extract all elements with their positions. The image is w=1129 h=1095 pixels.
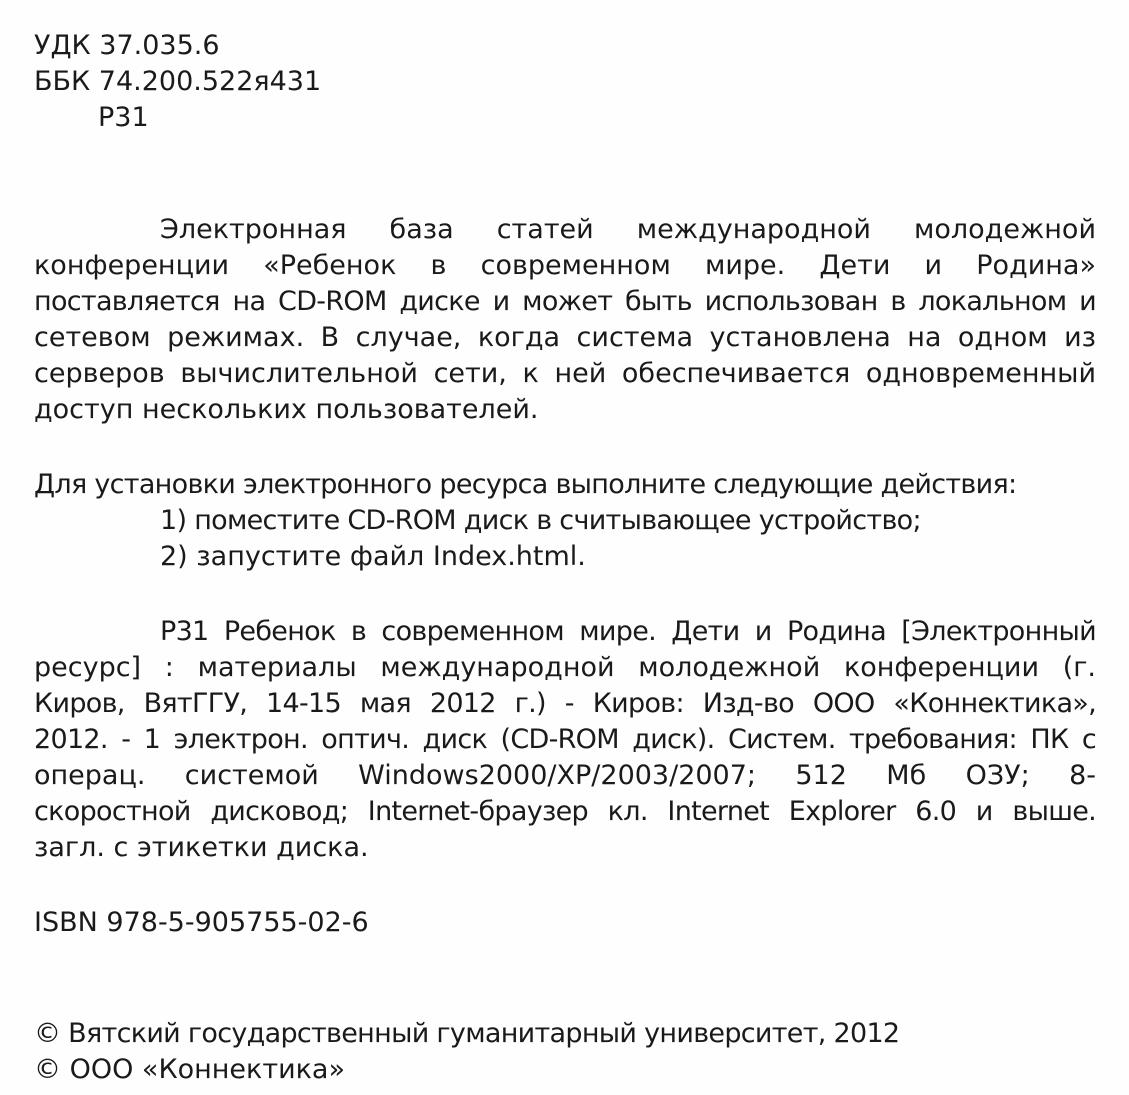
udk-code: УДК 37.035.6 — [34, 30, 220, 61]
bbk-code: ББК 74.200.522я431 — [34, 66, 322, 97]
bibliography-line: загл. с этикетки диска. — [34, 832, 369, 863]
bibliography-line: Киров, ВятГГУ, 14-15 мая 2012 г.) - Киров: Изд-во ООО «Коннектика», — [34, 688, 1096, 719]
copyright-line: © ООО «Коннектика» — [34, 1054, 346, 1085]
install-step: 2) запустите файл Index.html. — [160, 541, 586, 572]
isbn: ISBN 978-5-905755-02-6 — [34, 907, 369, 938]
install-step: 1) поместите CD-ROM диск в считывающее устройство; — [160, 505, 921, 536]
bibliography-line: операц. системой Windows2000/XP/2003/2007; 512 Мб ОЗУ; 8- — [34, 760, 1096, 791]
intro-line: доступ нескольких пользователей. — [34, 394, 539, 425]
intro-line: серверов вычислительной сети, к ней обеспечивается одновременный — [34, 358, 1096, 389]
intro-line: конференции «Ребенок в современном мире. Дети и Родина» — [34, 250, 1096, 281]
bibliography-line: ресурс] : материалы международной молодежной конференции (г. — [34, 652, 1096, 683]
copyright-line: © Вятский государственный гуманитарный университет, 2012 — [34, 1018, 900, 1049]
intro-line: Электронная база статей международной молодежной — [160, 214, 1096, 245]
bibliography-line: Р31 Ребенок в современном мире. Дети и Родина [Электронный — [160, 616, 1096, 647]
intro-line: сетевом режимах. В случае, когда система установлена на одном из — [34, 322, 1096, 353]
bibliography-line: 2012. - 1 электрон. оптич. диск (CD-ROM диск). Систем. требования: ПК с — [34, 724, 1096, 755]
install-heading: Для установки электронного ресурса выполните следующие действия: — [34, 469, 1017, 500]
author-mark: Р31 — [98, 102, 149, 133]
bibliography-line: скоростной дисковод; Internet-браузер кл. Internet Explorer 6.0 и выше. — [34, 796, 1096, 827]
intro-line: поставляется на CD-ROM диске и может быть использован в локальном и — [34, 286, 1096, 317]
